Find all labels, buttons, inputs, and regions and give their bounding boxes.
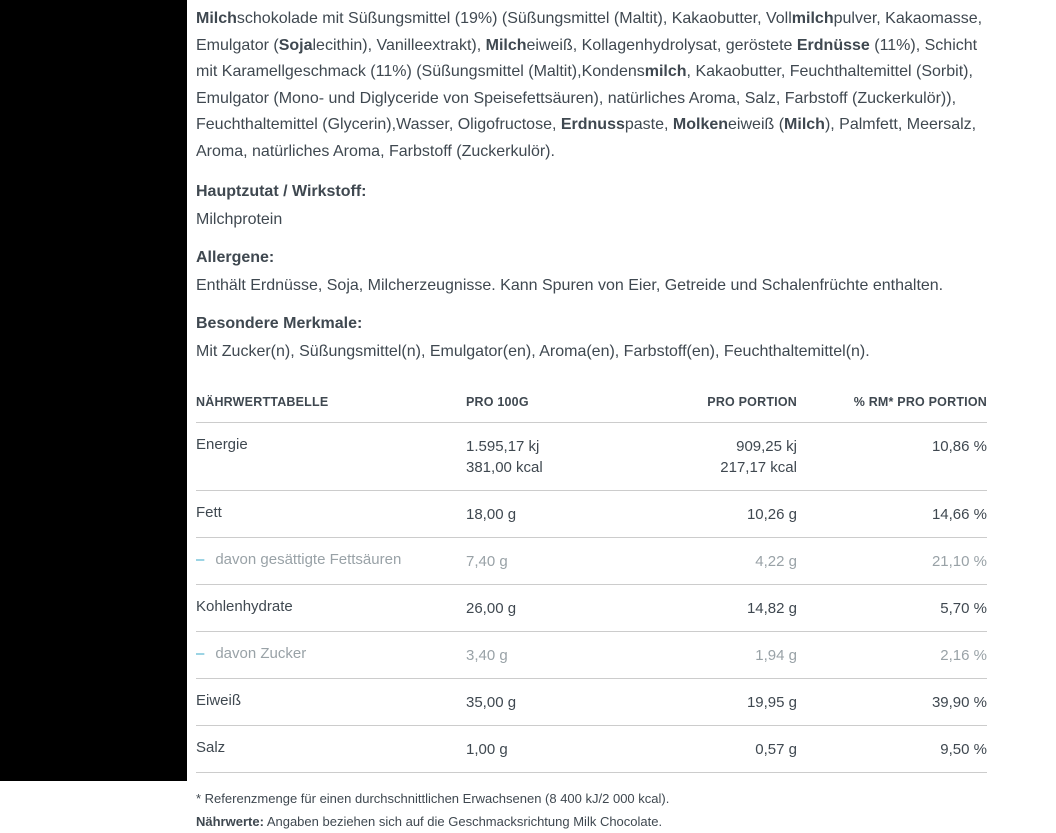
nutrition-table bbox=[196, 393, 987, 833]
value-per-100g bbox=[466, 504, 636, 525]
sub-row-dash-icon: – bbox=[196, 551, 205, 568]
value-per-100g bbox=[466, 692, 636, 713]
value-line: 1,94 g bbox=[755, 647, 797, 664]
nutrient-name: Salz bbox=[196, 739, 226, 756]
nutrition-row bbox=[196, 726, 987, 773]
text-segment: paste, bbox=[624, 116, 673, 133]
value-rm-percent bbox=[797, 598, 987, 619]
header-nutrition-label: NÄHRWERTTABELLE bbox=[196, 395, 329, 409]
nutrition-row bbox=[196, 491, 987, 538]
value-per-100g bbox=[466, 739, 636, 760]
bold-text-segment: milch bbox=[791, 10, 834, 27]
nutrient-label-cell bbox=[196, 551, 466, 572]
value-rm-percent bbox=[797, 692, 987, 713]
ingredients-paragraph bbox=[196, 6, 987, 165]
text-segment: eiweiß, Kollagenhydrolysat, geröstete bbox=[526, 36, 797, 54]
text-segment: , Kakaobutter, Feuchthaltemittel (Sorbit), Emulgator (Mono- und Diglyceride von Speisefettsäuren), natürliches Aroma, Salz, Farbstoff (Zuckerkulör)), Feuchthaltemittel (Glycerin),Wasser, Oligofructose, bbox=[196, 63, 973, 133]
section-heading-hauptzutat: Hauptzutat / Wirkstoff: bbox=[196, 183, 367, 200]
section-heading-besondere-merkmale: Besondere Merkmale: bbox=[196, 315, 363, 332]
value-line: 10,86 % bbox=[931, 438, 987, 455]
value-per-portion bbox=[636, 598, 797, 619]
value-rm-percent bbox=[797, 504, 987, 525]
nutrition-row bbox=[196, 679, 987, 726]
value-line: 381,00 kcal bbox=[466, 459, 543, 476]
value-per-portion bbox=[636, 436, 797, 478]
bold-text-segment: Milch bbox=[784, 116, 825, 133]
value-line: 14,66 % bbox=[931, 506, 987, 523]
table-footnotes bbox=[196, 787, 987, 833]
value-line: 21,10 % bbox=[931, 553, 987, 570]
nutrient-label-cell bbox=[196, 504, 466, 525]
nutrition-row bbox=[196, 538, 987, 585]
nutrition-row bbox=[196, 585, 987, 632]
left-black-strip bbox=[0, 0, 187, 781]
section-heading-allergene: Allergene: bbox=[196, 249, 275, 266]
text-segment: Angaben beziehen sich auf die Geschmacksrichtung Milk Chocolate. bbox=[263, 814, 663, 829]
value-line: 10,26 g bbox=[746, 506, 797, 523]
section-hauptzutat bbox=[196, 182, 987, 231]
text-segment: eiweiß ( bbox=[728, 116, 785, 133]
nutrient-name: Kohlenhydrate bbox=[196, 598, 293, 615]
value-line: 0,57 g bbox=[755, 741, 797, 758]
bold-text-segment: Soja bbox=[278, 36, 313, 54]
section-body-allergene: Enthält Erdnüsse, Soja, Milcherzeugnisse. Kann Spuren von Eier, Getreide und Schalenfrüchte enthalten. bbox=[196, 277, 944, 294]
value-per-portion bbox=[636, 692, 797, 713]
value-line: 1.595,17 kj bbox=[466, 438, 540, 455]
value-per-portion bbox=[636, 739, 797, 760]
value-per-100g bbox=[466, 551, 636, 572]
text-segment: schokolade mit Süßungsmittel (19%) (Süßungsmittel (Maltit), Kakaobutter, Voll bbox=[236, 10, 792, 27]
value-line: 7,40 g bbox=[466, 553, 508, 570]
bold-text-segment: Erdnüsse bbox=[796, 36, 870, 54]
value-line: 26,00 g bbox=[466, 600, 517, 617]
bold-text-segment: milch bbox=[644, 63, 687, 80]
nutrient-label-cell bbox=[196, 692, 466, 713]
value-per-portion bbox=[636, 504, 797, 525]
value-line: 1,00 g bbox=[466, 741, 508, 758]
nutrient-label-cell bbox=[196, 436, 466, 478]
nutrition-row bbox=[196, 423, 987, 491]
text-segment: ), Palmfett, Meersalz, Aroma, natürliches Aroma, Farbstoff (Zuckerkulör). bbox=[196, 116, 977, 160]
value-line: 4,22 g bbox=[755, 553, 797, 570]
value-line: 18,00 g bbox=[466, 506, 517, 523]
section-body-hauptzutat: Milchprotein bbox=[196, 211, 283, 228]
value-line: 35,00 g bbox=[466, 694, 517, 711]
nutrient-name: Eiweiß bbox=[196, 692, 242, 709]
header-per-100g: PRO 100G bbox=[466, 395, 529, 409]
text-segment: lecithin), Vanilleextrakt), bbox=[312, 36, 486, 54]
value-line: 2,16 % bbox=[940, 647, 987, 664]
text-segment: pulver, Kakaomasse, Emulgator ( bbox=[196, 10, 983, 54]
value-line: 9,50 % bbox=[940, 741, 987, 758]
nutrient-label-cell bbox=[196, 598, 466, 619]
section-besondere-merkmale bbox=[196, 314, 987, 363]
value-rm-percent bbox=[797, 645, 987, 666]
nutrition-row bbox=[196, 632, 987, 679]
nutrition-table-header bbox=[196, 393, 987, 423]
value-per-100g bbox=[466, 436, 636, 478]
value-per-100g bbox=[466, 598, 636, 619]
value-per-100g bbox=[466, 645, 636, 666]
value-line: 14,82 g bbox=[746, 600, 797, 617]
value-line: 909,25 kj bbox=[736, 438, 797, 455]
nutrient-name: Energie bbox=[196, 436, 248, 453]
footnote-reference-amount bbox=[196, 787, 987, 810]
value-line: 5,70 % bbox=[940, 600, 987, 617]
nutrient-name: davon gesättigte Fettsäuren bbox=[215, 551, 402, 568]
bold-text-segment: Nährwerte: bbox=[196, 814, 264, 829]
bold-text-segment: Milch bbox=[485, 36, 527, 54]
product-details-content bbox=[187, 0, 1056, 829]
value-rm-percent bbox=[797, 436, 987, 478]
nutrient-label-cell bbox=[196, 739, 466, 760]
value-per-portion bbox=[636, 645, 797, 666]
text-segment: (11%), Schicht mit Karamellgeschmack (11%) (Süßungsmittel (Maltit),Kondens bbox=[196, 36, 978, 80]
value-line: 217,17 kcal bbox=[720, 459, 797, 476]
value-rm-percent bbox=[797, 551, 987, 572]
nutrient-label-cell bbox=[196, 645, 466, 666]
bold-text-segment: Molken bbox=[672, 116, 729, 133]
value-rm-percent bbox=[797, 739, 987, 760]
value-line: 19,95 g bbox=[746, 694, 797, 711]
bold-text-segment: Erdnuss bbox=[560, 116, 625, 133]
footnote-flavor-note bbox=[196, 810, 987, 833]
value-per-portion bbox=[636, 551, 797, 572]
section-body-besondere-merkmale: Mit Zucker(n), Süßungsmittel(n), Emulgator(en), Aroma(en), Farbstoff(en), Feuchthaltemittel(n). bbox=[196, 343, 870, 360]
value-line: 39,90 % bbox=[931, 694, 987, 711]
section-allergene bbox=[196, 248, 987, 297]
nutrient-name: davon Zucker bbox=[215, 645, 307, 662]
header-rm-per-portion: % RM* PRO PORTION bbox=[853, 395, 987, 409]
value-line: 3,40 g bbox=[466, 647, 508, 664]
sub-row-dash-icon: – bbox=[196, 645, 205, 662]
text-segment: * Referenzmenge für einen durchschnittlichen Erwachsenen (8 400 kJ/2 000 kcal). bbox=[196, 791, 670, 806]
nutrient-name: Fett bbox=[196, 504, 222, 521]
nutrition-table-body bbox=[196, 423, 987, 773]
bold-text-segment: Milch bbox=[196, 10, 237, 27]
header-per-portion: PRO PORTION bbox=[707, 395, 797, 409]
